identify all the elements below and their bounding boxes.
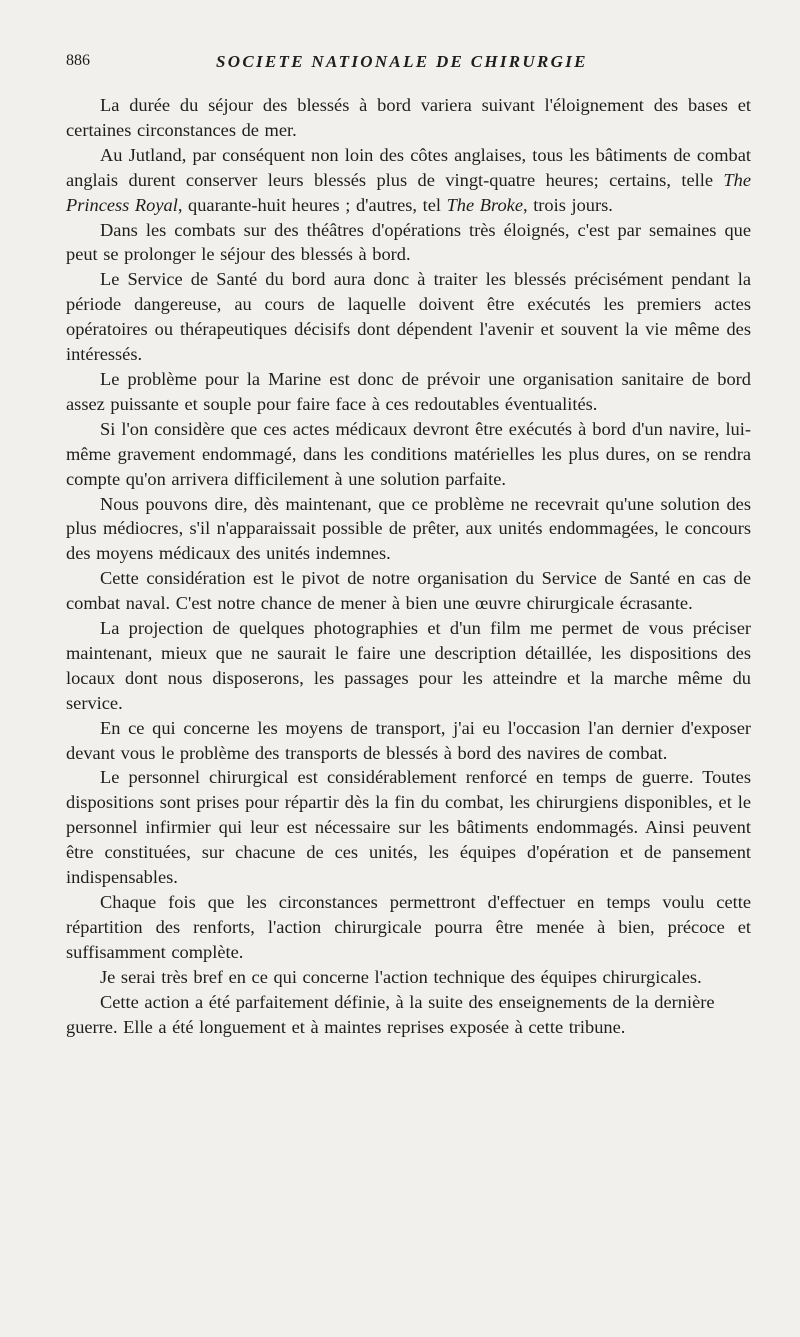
paragraph: Je serai très bref en ce qui concerne l'action technique des équipes chirurgicales. — [100, 966, 702, 987]
paragraph: Le personnel chirurgical est considérablement renforcé en temps de guerre. Toutes dispositions sont prises pour répartir dès la fin du combat, les chirurgiens disponibles, et le personnel infirmier qui leur est nécessaire sur les bâtiments endommagés. Ainsi peuvent être constituées, sur chacune de ces unités, les équipes d'opération et de pansement indispensables. — [66, 767, 751, 888]
paragraph: Le Service de Santé du bord aura donc à traiter les blessés précisément pendant la période dangereuse, au cours de laquelle doivent être exécutés les premiers actes opératoires ou thérapeutiques décisifs dont dépendent l'avenir et souvent la vie même des intéressés. — [66, 269, 751, 365]
paragraph-text: , trois jours. — [523, 194, 613, 215]
paragraph: Si l'on considère que ces actes médicaux devront être exécutés à bord d'un navire, lui-même gravement endommagé, dans les conditions matérielles les plus dures, on se rendra compte qu'on arrivera difficilement à une solution parfaite. — [66, 418, 751, 489]
page-number: 886 — [66, 52, 90, 69]
paragraph: La durée du séjour des blessés à bord variera suivant l'éloignement des bases et certaines circonstances de mer. — [66, 95, 751, 140]
paragraph: Nous pouvons dire, dès maintenant, que ce problème ne recevrait qu'une solution des plus médiocres, s'il n'apparaissait possible de prêter, aux unités endommagées, le concours des moyens médicaux des unités indemnes. — [66, 493, 751, 564]
paragraph: Chaque fois que les circonstances permettront d'effectuer en temps voulu cette répartition des renforts, l'action chirurgicale pourra être menée à bien, précoce et suffisamment complète. — [66, 892, 751, 962]
body-text — [66, 93, 751, 1039]
paragraph: En ce qui concerne les moyens de transport, j'ai eu l'occasion l'an dernier d'exposer devant vous le problème des transports de blessés à bord des navires de combat. — [66, 717, 751, 763]
paragraph — [66, 143, 751, 218]
paragraph-text: Au Jutland, par conséquent non loin des côtes anglaises, tous les bâtiments de combat anglais durent conserver leurs blessés plus de vingt-quatre heures; certains, telle — [66, 144, 751, 190]
ship-name: The Broke — [446, 194, 523, 215]
page-header — [66, 52, 756, 76]
ship-name: The Princess Royal — [66, 169, 751, 215]
paragraph: Cette action a été parfaitement définie, à la suite des enseignements de la dernière guerre. Elle a été longuement et à maintes reprises exposée à cette tribune. — [66, 991, 715, 1037]
paragraph-text: , quarante-huit heures ; d'autres, tel — [177, 194, 447, 215]
running-title: SOCIETE NATIONALE DE CHIRURGIE — [216, 52, 588, 71]
paragraph: La projection de quelques photographies et d'un film me permet de vous préciser maintenant, mieux que ne saurait le faire une description détaillée, les dispositions des locaux dont nous disposerons, les passages pour les atteindre et la marche même du service. — [66, 618, 751, 713]
paragraph: Cette considération est le pivot de notre organisation du Service de Santé en cas de combat naval. C'est notre chance de mener à bien une œuvre chirurgicale écrasante. — [66, 568, 751, 614]
paragraph: Le problème pour la Marine est donc de prévoir une organisation sanitaire de bord assez puissante et souple pour faire face à ces redoutables éventualités. — [66, 368, 751, 414]
paragraph: Dans les combats sur des théâtres d'opérations très éloignés, c'est par semaines que peut se prolonger le séjour des blessés à bord. — [66, 219, 751, 265]
